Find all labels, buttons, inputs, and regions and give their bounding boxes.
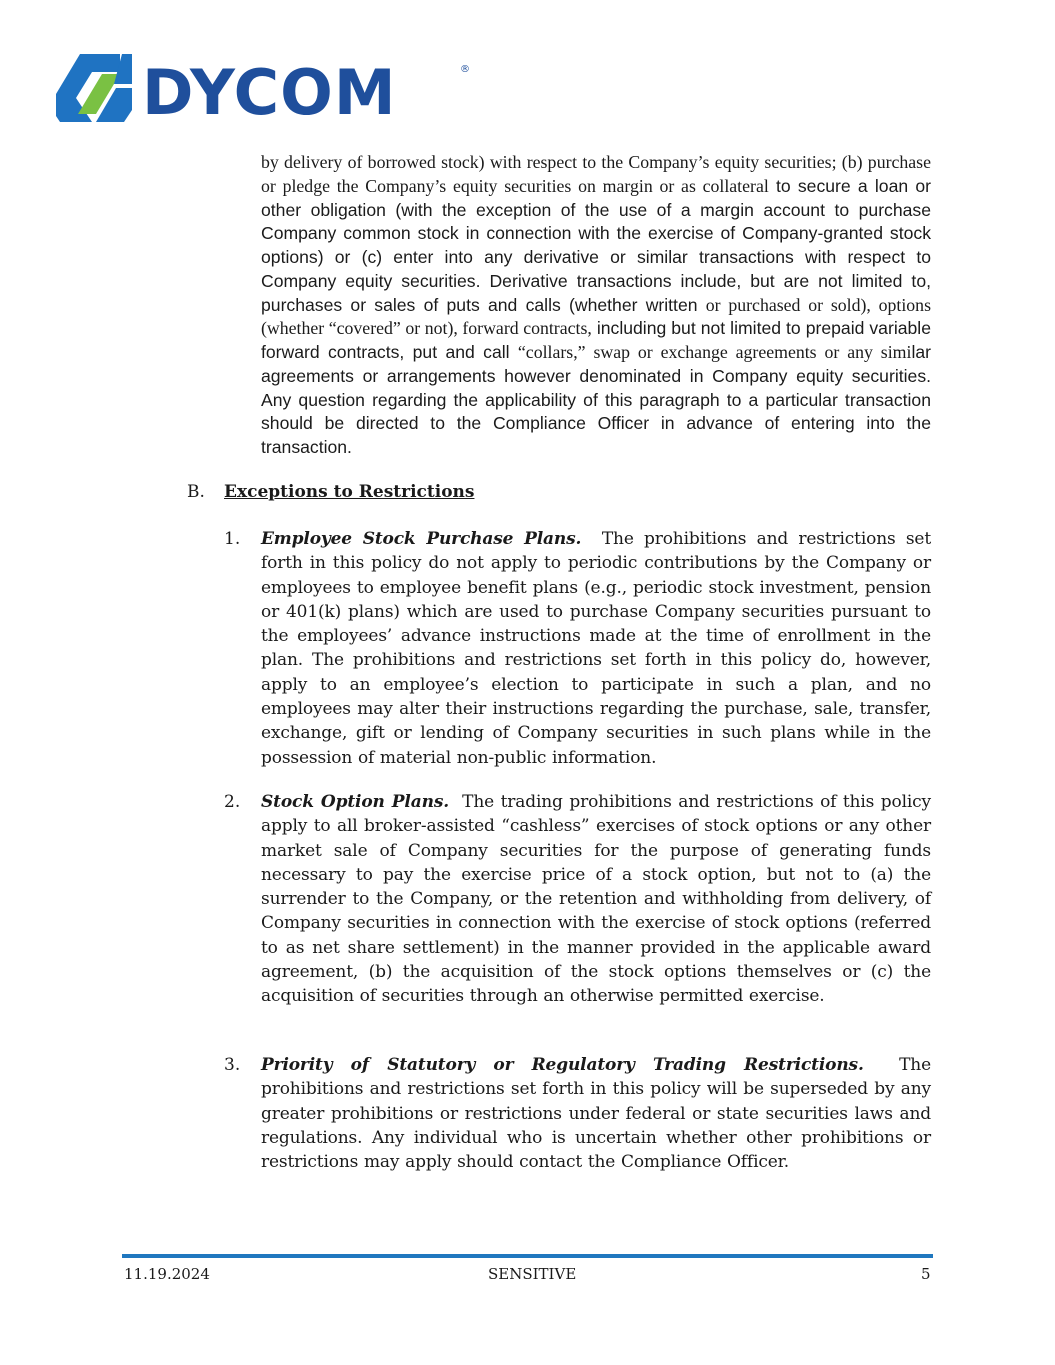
item-body xyxy=(261,790,931,1009)
text-run: to secure a loan or other obligation (with the exception of the use of a margin account to purchase Company common stock in connection with the exercise of Company-granted stock options) or (c) enter into any derivative or similar transactions with respect to Company equity securities. Derivative transactions include, but are not limited to, purchases or sales of puts and calls (whether written xyxy=(261,175,932,315)
text-run: “collars,” swap or exchange agreements or any simi xyxy=(517,342,912,362)
logo-wordmark: DYCOM xyxy=(142,56,397,124)
item-body xyxy=(261,527,931,770)
text-run: or purchased or sold), options (whether “covered” or not), forward contracts, xyxy=(261,294,931,339)
item-text: The trading prohibitions and restrictions of this policy apply to all broker-assisted “cashless” exercises of stock options or any other market sale of Company securities for the purpose of generating funds necessary to pay the exercise price of a stock option, but not to (a) the surrender to the Company, or the retention and withholding from delivery, of Company securities in connection with the exercise of stock options (referred to as net share settlement) in the manner provided in the applicable award agreement, (b) the acquisition of the stock options themselves or (c) the acquisition of securities through an otherwise permitted exercise. xyxy=(261,792,931,1007)
item-title: Employee Stock Purchase Plans. xyxy=(261,529,582,549)
derivative-transactions-paragraph xyxy=(261,151,931,460)
item-text: The prohibitions and restrictions set forth in this policy will be superseded by any greater prohibitions or restrictions under federal or state securities laws and regulations. Any individual who is uncertain whether other prohibitions or restrictions may apply should contact the Compliance Officer. xyxy=(261,1055,931,1173)
footer-classification: SENSITIVE xyxy=(488,1265,577,1283)
item-body xyxy=(261,1053,931,1174)
item-number: 2. xyxy=(224,792,241,812)
footer-divider xyxy=(122,1254,933,1258)
text-run: by delivery of borrowed stock) with respect to the Company’s equity securities; (b) purchase or pledge the Company’s equity securities on margin or as collateral xyxy=(261,152,931,196)
footer-date: 11.19.2024 xyxy=(124,1265,210,1283)
text-run: lar agreements or arrangements however denominated in Company equity securities. Any question regarding the applicability of this paragraph to a particular transaction should be directed to the Compliance Officer in advance of entering into the transaction. xyxy=(261,342,932,457)
registered-mark: ® xyxy=(460,64,470,75)
item-title: Stock Option Plans. xyxy=(261,792,450,812)
section-letter: B. xyxy=(187,482,205,502)
text-run: including but not limited to prepaid variable forward contracts, put and call xyxy=(261,318,931,362)
item-text: The prohibitions and restrictions set forth in this policy do not apply to periodic contributions by the Company or employees to employee benefit plans (e.g., periodic stock investment, pension or 401(k) plans) which are used to purchase Company securities pursuant to the employees’ advance instructions made at the time of enrollment in the plan. The prohibitions and restrictions set forth in this policy do, however, apply to an employee’s election to participate in such a plan, and no employees may alter their instructions regarding the purchase, sale, transfer, exchange, gift or lending of Company securities in such plans while in the possession of material non-public information. xyxy=(261,529,932,768)
item-number: 1. xyxy=(224,529,241,549)
page-number: 5 xyxy=(921,1265,931,1283)
item-title: Priority of Statutory or Regulatory Trading Restrictions. xyxy=(261,1055,864,1075)
section-heading: Exceptions to Restrictions xyxy=(224,482,475,502)
dycom-logo xyxy=(56,52,476,124)
item-number: 3. xyxy=(224,1055,241,1075)
